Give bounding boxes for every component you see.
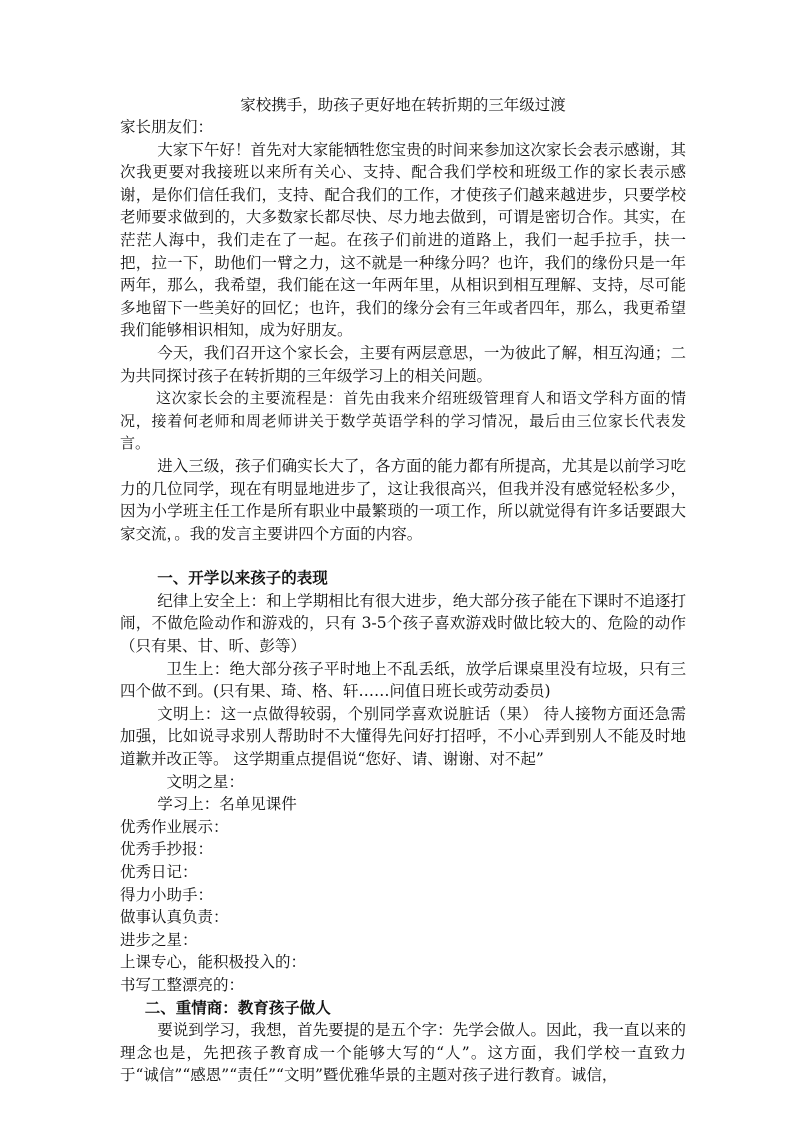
- list-item: 做事认真负责：: [120, 908, 229, 927]
- list-item: 得力小助手：: [120, 885, 214, 904]
- paragraph-1: 大家下午好！首先对大家能牺牲您宝贵的时间来参加这次家长会表示感谢，其次我更要对我接班以来所有关心、支持、配合我们学校和班级工作的家长表示感谢，是你们信任我们，支持、配合我们的工作，才使孩子们越来越进步，只要学校老师要求做到的，大多数家长都尽快、尽力地去做到，可谓是密切合作。其实，在茫茫人海中，我们走在了一起。在孩子们前进的道路上，我们一起手拉手，扶一把，拉一下，助他们一臂之力，这不就是一种缘分吗？也许，我们的缘份只是一年两年，那么，我希望，我们能在这一年两年里，从相识到相互理解、支持，尽可能多地留下一些美好的回忆；也许，我们的缘分会有三年或者四年，那么，我更希望我们能够相识相知，成为好朋友。: [120, 140, 686, 340]
- spacer: [120, 545, 686, 567]
- list-item: 进步之星：: [120, 930, 198, 949]
- list-item: 优秀手抄报：: [120, 840, 214, 859]
- section2-heading: 二、重情商：教育孩子做人: [144, 997, 331, 1017]
- document-page: [120, 94, 686, 1087]
- document-title: 家校携手，助孩子更好地在转折期的三年级过渡: [240, 96, 566, 114]
- civility-star: 文明之星：: [166, 772, 245, 791]
- paragraph-2: 今天，我们召开这个家长会，主要有两层意思，一为彼此了解，相互沟通；二为共同探讨孩子在转折期的三年级学习上的相关问题。: [120, 343, 686, 385]
- list-item: 优秀作业展示：: [120, 817, 229, 836]
- list-item: 书写工整漂亮的：: [120, 975, 245, 994]
- hygiene-paragraph: 卫生上：绝大部分孩子平时地上不乱丢纸，放学后课桌里没有垃圾，只有三四个做不到。(只有果、琦、格、轩……问值日班长或劳动委员): [120, 659, 686, 701]
- discipline-paragraph: 纪律上安全上：和上学期相比有很大进步，绝大部分孩子能在下课时不追逐打闹，不做危险动作和游戏的，只有 3-5个孩子喜欢游戏时做比较大的、危险的动作（只有果、甘、昕、彭等）: [120, 591, 686, 656]
- list-item: 优秀日记：: [120, 863, 198, 881]
- study-line: 学习上：名单见课件: [157, 795, 297, 814]
- list-item: 上课专心，能积极投入的：: [120, 953, 307, 972]
- civility-paragraph: 文明上：这一点做得较弱，个别同学喜欢说脏话（果） 待人接物方面还急需加强，比如说寻求别人帮助时不大懂得先问好打招呼，不小心弄到别人不能及时地道歉并改正等。 这学期重点提倡说“您好、请、谢谢、对不起”: [120, 704, 686, 769]
- greeting: 家长朋友们：: [120, 118, 214, 136]
- paragraph-3: 这次家长会的主要流程是：首先由我来介绍班级管理育人和语文学科方面的情况，接着何老师和周老师讲关于数学英语学科的学习情况，最后由三位家长代表发言。: [120, 389, 686, 453]
- section1-heading: 一、开学以来孩子的表现: [157, 568, 328, 588]
- paragraph-4: 进入三级，孩子们确实长大了，各方面的能力都有所提高，尤其是以前学习吃力的几位同学，现在有明显地进步了，这让我很高兴，但我并没有感觉轻松多少，因为小学班主任工作是所有职业中最繁琐的一项工作，所以就觉得有许多话要跟大家交流，。我的发言主要讲四个方面的内容。: [120, 456, 686, 543]
- section2-paragraph: 要说到学习，我想，首先要提的是五个字：先学会做人。因此，我一直以来的理念也是，先把孩子教育成一个能够大写的“人”。这方面，我们学校一直致力于“诚信”“感恩”“责任”“文明”暨优雅华景的主题对孩子进行教育。诚信，: [120, 1021, 686, 1085]
